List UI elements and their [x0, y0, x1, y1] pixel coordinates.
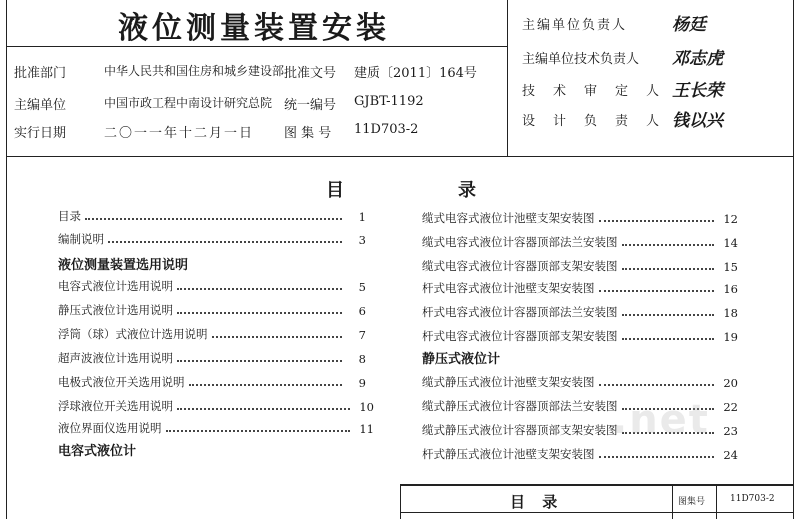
- toc-heading-left: 目: [326, 180, 344, 201]
- toc-entry[interactable]: [58, 370, 366, 390]
- toc-entry-title: 编制说明: [58, 232, 104, 246]
- footer-top-rule: [400, 484, 794, 486]
- toc-entry[interactable]: [58, 298, 366, 318]
- toc-entry-title: 浮球液位开关选用说明: [58, 399, 173, 413]
- leader-dots: [599, 220, 715, 222]
- toc-entry-page: 5: [358, 280, 366, 294]
- toc-entry-title: 缆式静压式液位计容器顶部支架安装图: [422, 423, 618, 437]
- toc-entry-title: 超声波液位计选用说明: [58, 351, 173, 365]
- toc-entry-page: 11: [359, 422, 374, 436]
- toc-entry[interactable]: [422, 230, 738, 250]
- unified-no-value: GJBT-1192: [354, 94, 424, 109]
- handwritten-signature: 杨廷: [672, 15, 706, 35]
- signature-role: 主编单位负责人: [522, 18, 628, 33]
- unified-no-label: 统一编号: [284, 98, 337, 113]
- leader-dots: [599, 456, 715, 458]
- footer-atlas-label: 图集号: [678, 497, 706, 507]
- approval-dept-value: 中华人民共和国住房和城乡建设部: [104, 64, 285, 78]
- toc-entry-page: 24: [723, 448, 738, 462]
- toc-entry-title: 液位界面仪选用说明: [58, 421, 162, 435]
- toc-entry[interactable]: [58, 274, 366, 294]
- atlas-title: 液位测量装置安装: [118, 11, 390, 46]
- toc-entry-page: 12: [723, 212, 738, 226]
- toc-entry-title: 缆式静压式液位计容器顶部法兰安装图: [422, 399, 618, 413]
- toc-heading-right: 录: [458, 180, 476, 201]
- signature-role: 技术审定人: [522, 84, 678, 99]
- signature-role: 设计负责人: [522, 114, 678, 129]
- footer-mid-rule: [672, 484, 673, 519]
- signature-role: 主编单位技术负责人: [522, 52, 640, 67]
- leader-dots: [622, 268, 715, 270]
- toc-entry-title: 缆式电容式液位计容器顶部支架安装图: [422, 259, 618, 273]
- toc-entry-page: 1: [358, 210, 366, 224]
- leader-dots: [212, 336, 343, 338]
- toc-entry-page: 16: [723, 282, 738, 296]
- toc-entry-page: 3: [358, 233, 366, 247]
- toc-entry-page: 23: [723, 424, 738, 438]
- toc-section-heading: 液位测量装置选用说明: [58, 258, 189, 273]
- toc-entry-page: 20: [723, 376, 738, 390]
- effective-date-value: 二〇一一年十二月一日: [104, 126, 255, 141]
- leader-dots: [85, 218, 342, 220]
- leader-dots: [177, 312, 342, 314]
- toc-entry-page: 22: [723, 400, 738, 414]
- atlas-no-value: 11D703-2: [354, 122, 419, 137]
- toc-entry[interactable]: [58, 227, 366, 247]
- handwritten-signature: 王长荣: [672, 81, 723, 101]
- leader-dots: [599, 290, 715, 292]
- toc-entry-title: 杆式静压式液位计池壁支架安装图: [422, 447, 595, 461]
- editor-unit-label: 主编单位: [14, 98, 67, 113]
- toc-section-heading: 静压式液位计: [422, 352, 501, 367]
- toc-entry[interactable]: [422, 276, 738, 296]
- toc-entry[interactable]: [422, 300, 738, 320]
- toc-entry[interactable]: [422, 370, 738, 390]
- toc-entry-page: 15: [723, 260, 738, 274]
- toc-entry[interactable]: [58, 204, 366, 224]
- leader-dots: [108, 241, 342, 243]
- leader-dots: [189, 384, 343, 386]
- editor-unit-value: 中国市政工程中南设计研究总院: [104, 96, 273, 110]
- footer-title: 目 录: [510, 493, 564, 511]
- watermark: .net: [612, 397, 710, 443]
- toc-entry-title: 电极式液位开关选用说明: [58, 375, 185, 389]
- toc-entry-title: 缆式电容式液位计容器顶部法兰安装图: [422, 235, 618, 249]
- toc-entry[interactable]: [422, 442, 738, 462]
- footer-code-rule: [716, 484, 717, 519]
- toc-entry-page: 7: [358, 328, 366, 342]
- leader-dots: [622, 314, 715, 316]
- toc-entry-title: 杆式电容式液位计容器顶部法兰安装图: [422, 305, 618, 319]
- toc-entry-title: 缆式电容式液位计池壁支架安装图: [422, 211, 595, 225]
- leader-dots: [166, 430, 351, 432]
- toc-entry-title: 杆式电容式液位计池壁支架安装图: [422, 281, 595, 295]
- toc-entry[interactable]: [58, 346, 366, 366]
- frame-left-border: [6, 0, 7, 519]
- leader-dots: [177, 288, 342, 290]
- toc-entry-title: 杆式电容式液位计容器顶部支架安装图: [422, 329, 618, 343]
- handwritten-signature: 邓志虎: [672, 49, 723, 69]
- toc-section-heading: 电容式液位计: [58, 444, 137, 459]
- leader-dots: [177, 360, 342, 362]
- footer-left-rule: [400, 484, 401, 519]
- footer-atlas-code: 11D703-2: [730, 494, 775, 504]
- header-divider: [507, 0, 508, 156]
- approval-no-label: 批准文号: [284, 66, 337, 81]
- toc-entry-page: 18: [723, 306, 738, 320]
- leader-dots: [177, 408, 350, 410]
- toc-entry-page: 6: [358, 304, 366, 318]
- effective-date-label: 实行日期: [14, 126, 67, 141]
- toc-entry[interactable]: [422, 206, 738, 226]
- toc-entry[interactable]: [422, 324, 738, 344]
- approval-no-value: 建质〔2011〕164号: [354, 66, 477, 81]
- leader-dots: [622, 338, 715, 340]
- toc-entry-page: 14: [723, 236, 738, 250]
- toc-entry[interactable]: [58, 394, 374, 414]
- toc-entry-title: 电容式液位计选用说明: [58, 279, 173, 293]
- toc-entry[interactable]: [422, 254, 738, 274]
- toc-entry-page: 9: [358, 376, 366, 390]
- toc-entry-title: 浮筒（球）式液位计选用说明: [58, 327, 208, 341]
- toc-entry-title: 目录: [58, 209, 81, 223]
- leader-dots: [599, 384, 715, 386]
- footer-inner-rule: [400, 512, 794, 513]
- handwritten-signature: 钱以兴: [672, 111, 723, 131]
- toc-entry[interactable]: [58, 322, 366, 342]
- toc-entry-page: 8: [358, 352, 366, 366]
- toc-entry[interactable]: [58, 416, 374, 436]
- toc-entry-title: 静压式液位计选用说明: [58, 303, 173, 317]
- atlas-no-label: 图 集 号: [284, 126, 332, 141]
- toc-entry-title: 缆式静压式液位计池壁支架安装图: [422, 375, 595, 389]
- header-bottom-rule: [6, 156, 794, 157]
- approval-dept-label: 批准部门: [14, 66, 67, 81]
- frame-right-border: [793, 0, 794, 519]
- leader-dots: [622, 244, 715, 246]
- toc-entry-page: 19: [723, 330, 738, 344]
- toc-entry-page: 10: [359, 400, 374, 414]
